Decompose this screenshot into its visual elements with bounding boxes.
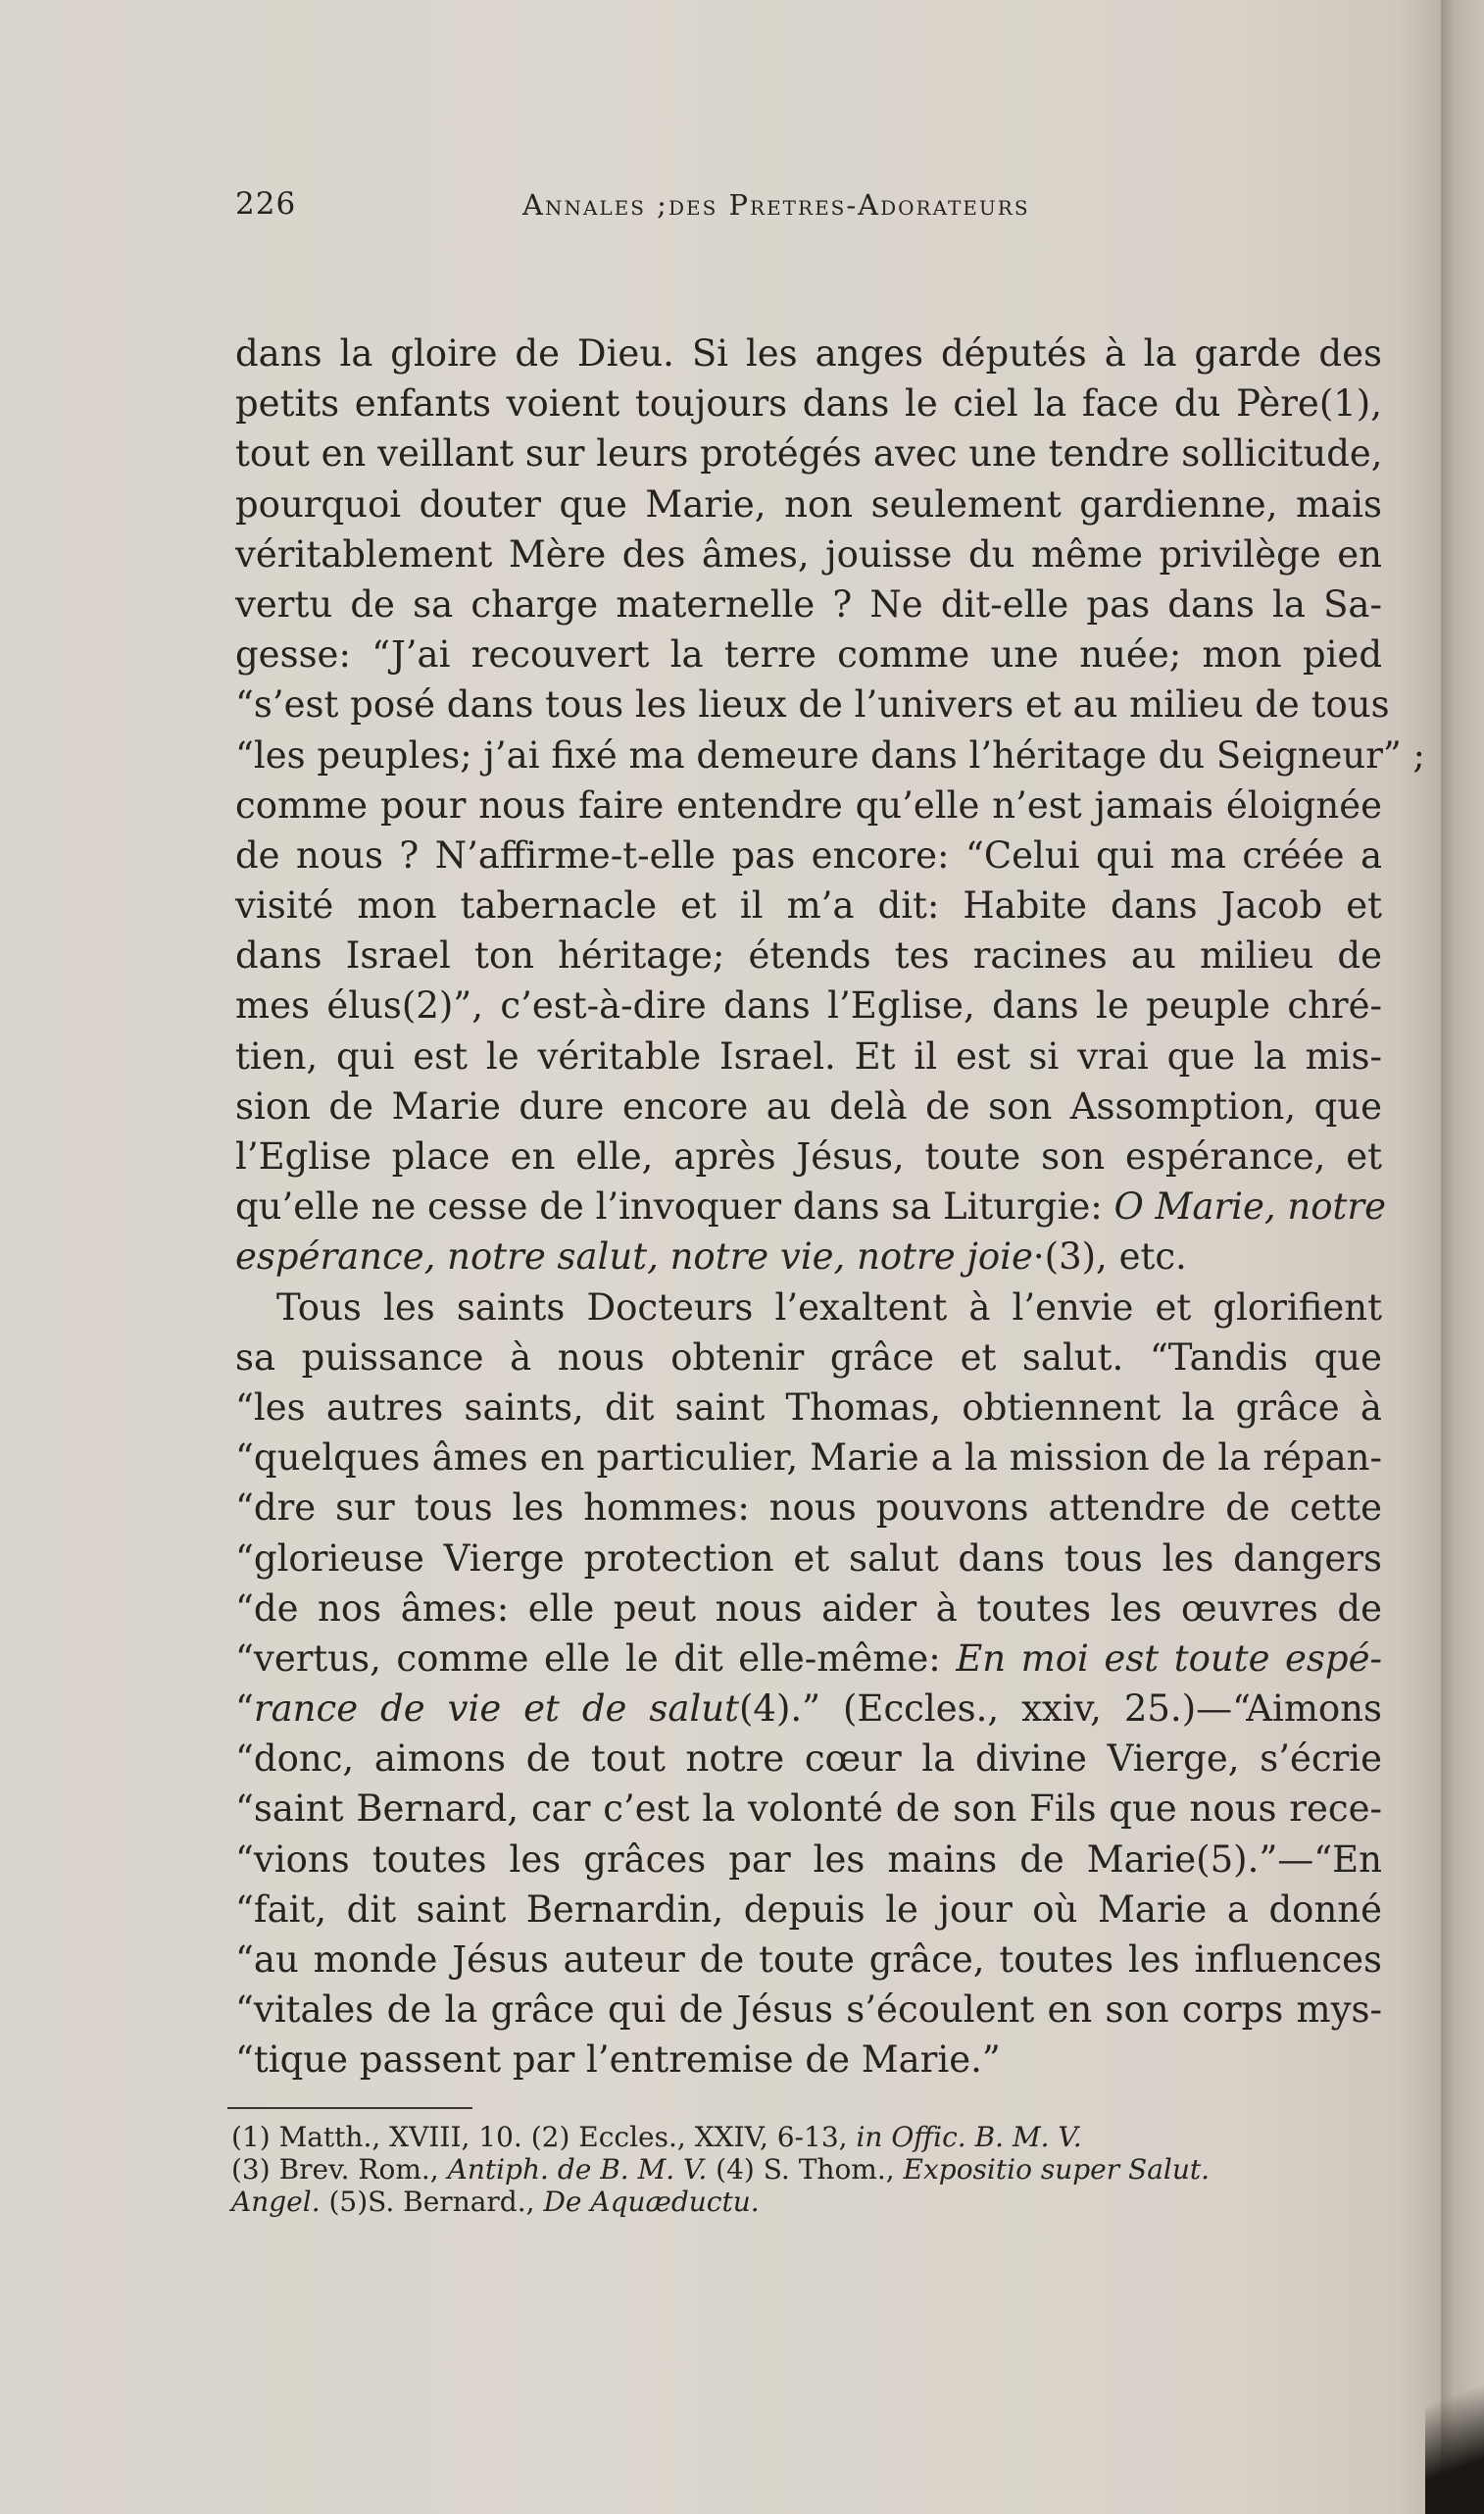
- footnotes: [231, 2121, 1388, 2218]
- text-line: comme pour nous faire entendre qu’elle n’est jamais éloignée: [235, 783, 1382, 827]
- text-line: espérance, notre salut, notre vie, notre joie·(3), etc.: [235, 1235, 1187, 1279]
- text-line: “les peuples; j’ai fixé ma demeure dans l’héritage du Seigneur” ;: [235, 733, 1426, 777]
- text-line: “glorieuse Vierge protection et salut dans tous les dangers: [235, 1536, 1382, 1580]
- text-line: de nous ? N’affirme-t-elle pas encore: “Celui qui ma créée a: [235, 833, 1382, 877]
- text-line: Tous les saints Docteurs l’exaltent à l’envie et glorifient: [276, 1285, 1382, 1329]
- page-edge-shadow: [1441, 0, 1484, 2514]
- text-line: “fait, dit saint Bernardin, depuis le jour où Marie a donné: [235, 1887, 1382, 1931]
- text-line: tien, qui est le véritable Israel. Et il est si vrai que la mis-: [235, 1034, 1382, 1078]
- text-line: “au monde Jésus auteur de toute grâce, toutes les influences: [235, 1938, 1382, 1981]
- text-line: visité mon tabernacle et il m’a dit: Habite dans Jacob et: [235, 884, 1382, 928]
- text-line: “quelques âmes en particulier, Marie a la mission de la répan-: [235, 1436, 1382, 1480]
- text-line: “vitales de la grâce qui de Jésus s’écoulent en son corps mys-: [235, 1988, 1382, 2032]
- running-title: Annales ;des Pretres-Adorateurs: [522, 188, 1030, 222]
- text-line: gesse: “J’ai recouvert la terre comme une nuée; mon pied: [235, 633, 1382, 677]
- corner-shadow: [1425, 2318, 1484, 2514]
- footnote-line: (1) Matth., XVIII, 10. (2) Eccles., XXIV, 6-13, in Offic. B. M. V.: [231, 2121, 1082, 2153]
- text-line: tout en veillant sur leurs protégés avec une tendre sollicitude,: [235, 432, 1383, 476]
- text-line: sion de Marie dure encore au delà de son Assomption, que: [235, 1084, 1382, 1128]
- text-line: petits enfants voient toujours dans le ciel la face du Père(1),: [235, 382, 1382, 426]
- running-head: [235, 186, 1382, 235]
- text-line: “saint Bernard, car c’est la volonté de son Fils que nous rece-: [235, 1787, 1382, 1831]
- text-line: “de nos âmes: elle peut nous aider à toutes les œuvres de: [235, 1586, 1382, 1630]
- footnote-rule: [227, 2107, 472, 2109]
- text-line: “tique passent par l’entremise de Marie.”: [235, 2038, 1001, 2082]
- text-line: “rance de vie et de salut(4).” (Eccles., xxiv, 25.)—“Aimons: [235, 1687, 1383, 1731]
- text-line: “vertus, comme elle le dit elle-même: En moi est toute espé-: [235, 1636, 1382, 1680]
- text-line: véritablement Mère des âmes, jouisse du même privilège en: [235, 532, 1382, 576]
- text-line: “dre sur tous les hommes: nous pouvons attendre de cette: [235, 1486, 1382, 1530]
- text-line: sa puissance à nous obtenir grâce et salut. “Tandis que: [235, 1335, 1382, 1379]
- text-line: qu’elle ne cesse de l’invoquer dans sa Liturgie: O Marie, notre: [235, 1185, 1386, 1229]
- footnote-line: (3) Brev. Rom., Antiph. de B. M. V. (4) S. Thom., Expositio super Salut.: [231, 2153, 1211, 2186]
- footnote-line: Angel. (5)S. Bernard., De Aquæductu.: [231, 2186, 760, 2218]
- text-line: l’Eglise place en elle, après Jésus, toute son espérance, et: [235, 1135, 1382, 1178]
- text-line: dans Israel ton héritage; étends tes racines au milieu de: [235, 934, 1382, 978]
- page-number: 226: [235, 186, 297, 222]
- text-line: vertu de sa charge maternelle ? Ne dit-elle pas dans la Sa-: [235, 582, 1382, 626]
- body-text: [235, 328, 1426, 2086]
- text-line: pourquoi douter que Marie, non seulement gardienne, mais: [235, 482, 1382, 526]
- text-line: “vions toutes les grâces par les mains de Marie(5).”—“En: [235, 1837, 1382, 1881]
- text-line: “donc, aimons de tout notre cœur la divine Vierge, s’écrie: [235, 1737, 1382, 1781]
- text-line: “s’est posé dans tous les lieux de l’univers et au milieu de tous: [235, 683, 1390, 727]
- text-line: dans la gloire de Dieu. Si les anges députés à la garde des: [235, 332, 1382, 375]
- text-line: “les autres saints, dit saint Thomas, obtiennent la grâce à: [235, 1385, 1382, 1429]
- text-line: mes élus(2)”, c’est-à-dire dans l’Eglise, dans le peuple chré-: [235, 984, 1382, 1028]
